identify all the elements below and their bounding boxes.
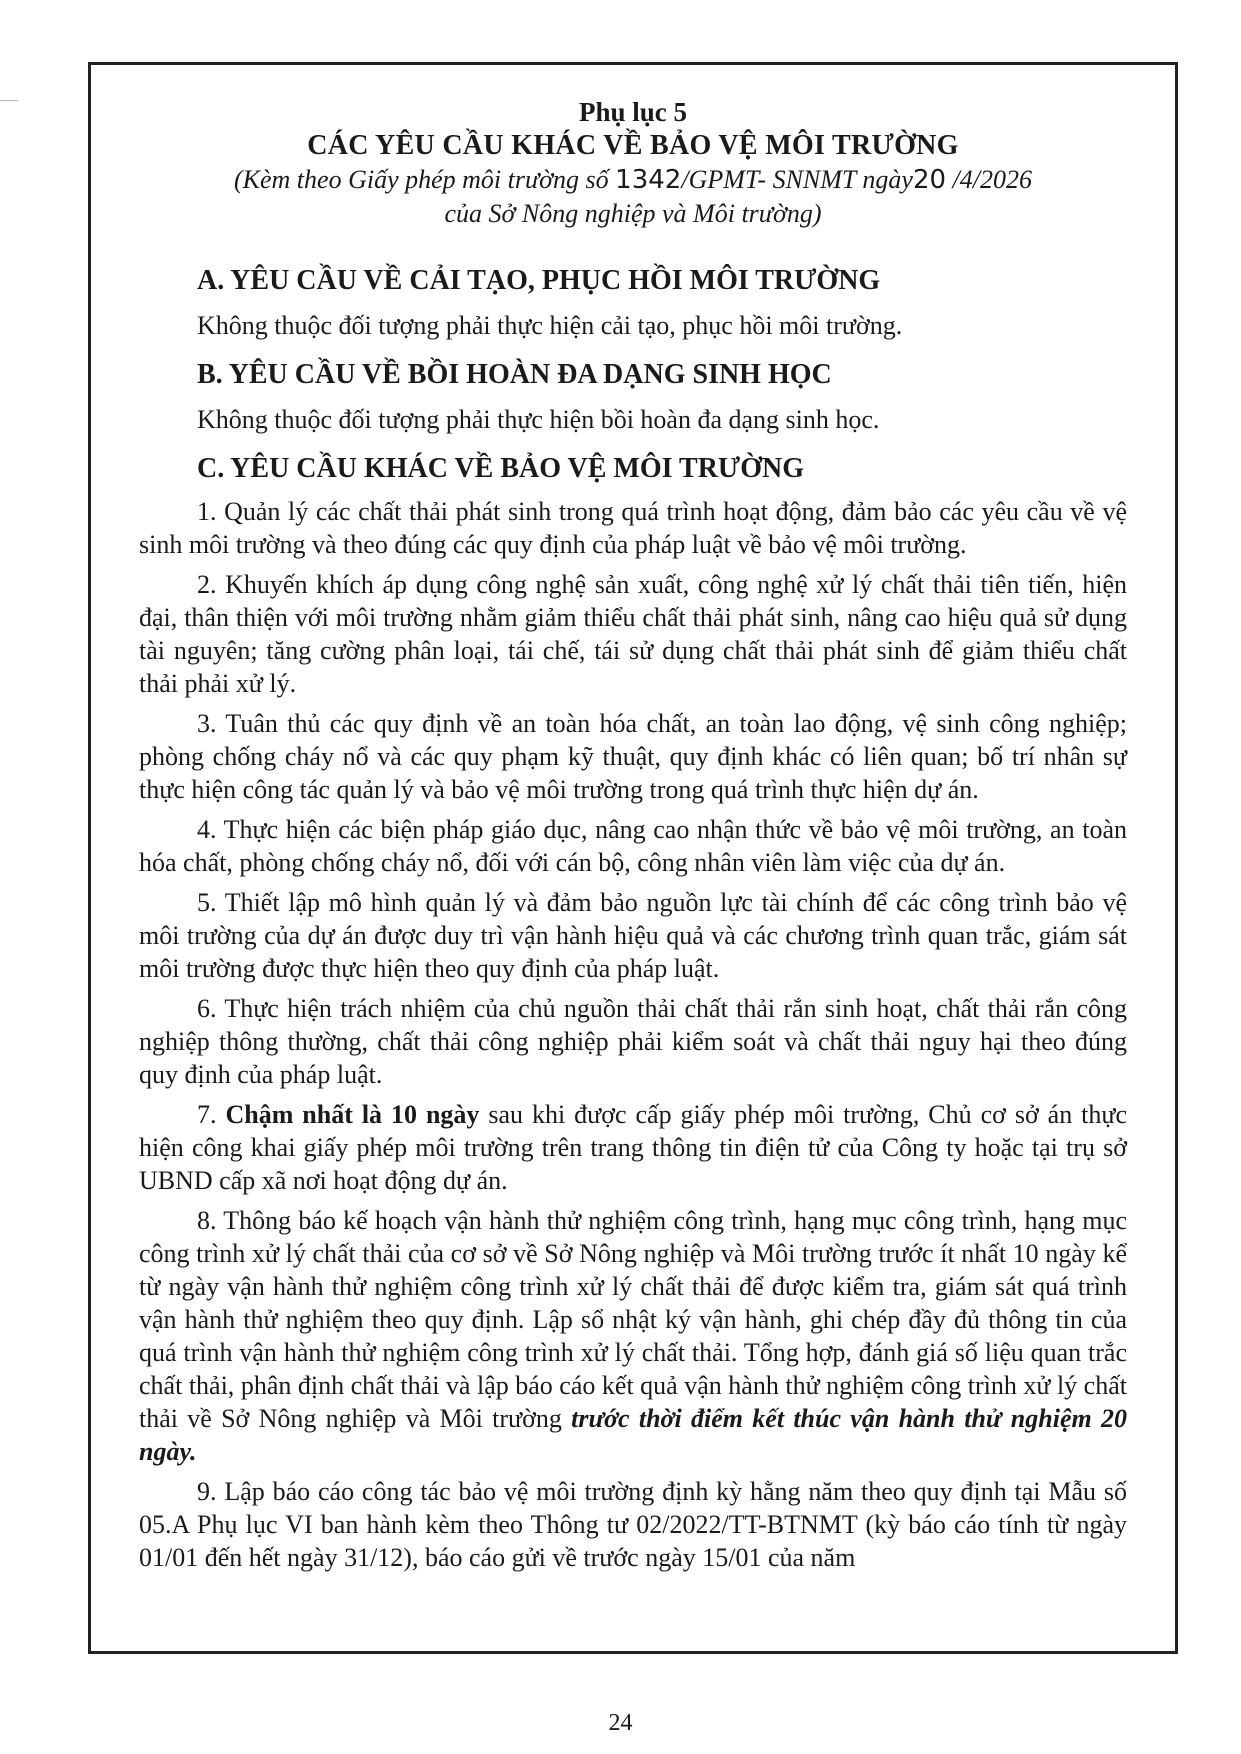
item-9: 9. Lập báo cáo công tác bảo vệ môi trường định kỳ hằng năm theo quy định tại Mẫu số 05.A Phụ lục VI ban hành kèm theo Thông tư 02/2022/TT-BTNMT (kỳ báo cáo tính từ ngày 01/01 đến hết ngày 31/12), báo cáo gửi về trước ngày 15/01 của năm [139, 1477, 1127, 1572]
appendix-subtitle-line2: của Sở Nông nghiệp và Môi trường) [444, 199, 822, 228]
subtitle-date: /4/2026 [946, 165, 1032, 194]
item-7-number: 7. [197, 1100, 226, 1129]
item-7-deadline: Chậm nhất là 10 ngày [225, 1100, 480, 1129]
document-frame [88, 62, 1178, 1654]
item-8 [139, 1204, 1127, 1468]
subtitle-prefix: (Kèm theo Giấy phép môi trường số [233, 165, 616, 194]
appendix-title: CÁC YÊU CẦU KHÁC VỀ BẢO VỆ MÔI TRƯỜNG [307, 130, 959, 161]
scan-margin-mark [0, 100, 18, 101]
item-7 [139, 1098, 1127, 1197]
handwritten-permit-day: 20 [912, 165, 947, 195]
appendix-header [139, 95, 1127, 231]
subtitle-middle: /GPMT- SNNMT ngày [681, 165, 913, 194]
item-5: 5. Thiết lập mô hình quản lý và đảm bảo nguồn lực tài chính để các công trình bảo vệ môi trường của dự án được duy trì vận hành hiệu quả và các chương trình quan trắc, giám sát môi trường được thực hiện theo quy định của pháp luật. [139, 888, 1127, 983]
appendix-subtitle-line1 [139, 163, 1127, 197]
page-number: 24 [608, 1710, 633, 1736]
item-1: 1. Quản lý các chất thải phát sinh trong quá trình hoạt động, đảm bảo các yêu cầu về vệ sinh môi trường và theo đúng các quy định của pháp luật về bảo vệ môi trường. [139, 497, 1127, 559]
section-b-text: Không thuộc đối tượng phải thực hiện bồi hoàn đa dạng sinh học. [197, 405, 880, 434]
item-4: 4. Thực hiện các biện pháp giáo dục, nâng cao nhận thức về bảo vệ môi trường, an toàn hóa chất, phòng chống cháy nổ, đối với cán bộ, công nhân viên làm việc của dự án. [139, 815, 1127, 877]
item-6: 6. Thực hiện trách nhiệm của chủ nguồn thải chất thải rắn sinh hoạt, chất thải rắn công nghiệp thông thường, chất thải công nghiệp phải kiểm soát và chất thải nguy hại theo đúng quy định của pháp luật. [139, 994, 1127, 1089]
item-7-text: sau khi được cấp giấy phép môi trường, Chủ cơ sở án thực hiện công khai giấy phép môi trường trên trang thông tin điện tử của Công ty hoặc tại trụ sở UBND cấp xã nơi hoạt động dự án. [139, 1100, 1127, 1195]
item-2: 2. Khuyến khích áp dụng công nghệ sản xuất, công nghệ xử lý chất thải tiên tiến, hiện đại, thân thiện với môi trường nhằm giảm thiểu chất thải phát sinh, nâng cao hiệu quả sử dụng tài nguyên; tăng cường phân loại, tái chế, tái sử dụng chất thải phát sinh để giảm thiểu chất thải phải xử lý. [139, 570, 1127, 698]
item-8-text: 8. Thông báo kế hoạch vận hành thử nghiệm công trình, hạng mục công trình, hạng mục công trình xử lý chất thải của cơ sở về Sở Nông nghiệp và Môi trường trước ít nhất 10 ngày kể từ ngày vận hành thử nghiệm công trình xử lý chất thải để được kiểm tra, giám sát quá trình vận hành thử nghiệm theo quy định. Lập sổ nhật ký vận hành, ghi chép đầy đủ thông tin của quá trình vận hành thử nghiệm công trình xử lý chất thải. Tổng hợp, đánh giá số liệu quan trắc chất thải, phân định chất thải và lập báo cáo kết quả vận hành thử nghiệm công trình xử lý chất thải về Sở Nông nghiệp và Môi trường [139, 1206, 1127, 1433]
item-8-deadline: trước thời điểm kết thúc vận hành thử nghiệm 20 ngày. [139, 1404, 1127, 1466]
section-a-text: Không thuộc đối tượng phải thực hiện cải tạo, phục hồi môi trường. [197, 311, 903, 340]
section-b-title: B. YÊU CẦU VỀ BỒI HOÀN ĐA DẠNG SINH HỌC [197, 359, 832, 390]
item-3: 3. Tuân thủ các quy định về an toàn hóa chất, an toàn lao động, vệ sinh công nghiệp; phòng chống cháy nổ và các quy phạm kỹ thuật, quy định khác có liên quan; bố trí nhân sự thực hiện công tác quản lý và bảo vệ môi trường trong quá trình thực hiện dự án. [139, 709, 1127, 804]
appendix-label: Phụ lục 5 [578, 97, 688, 127]
handwritten-permit-number: 1342 [615, 165, 682, 195]
section-c-title: C. YÊU CẦU KHÁC VỀ BẢO VỆ MÔI TRƯỜNG [197, 453, 804, 484]
section-a-title: A. YÊU CẦU VỀ CẢI TẠO, PHỤC HỒI MÔI TRƯỜNG [197, 265, 881, 296]
